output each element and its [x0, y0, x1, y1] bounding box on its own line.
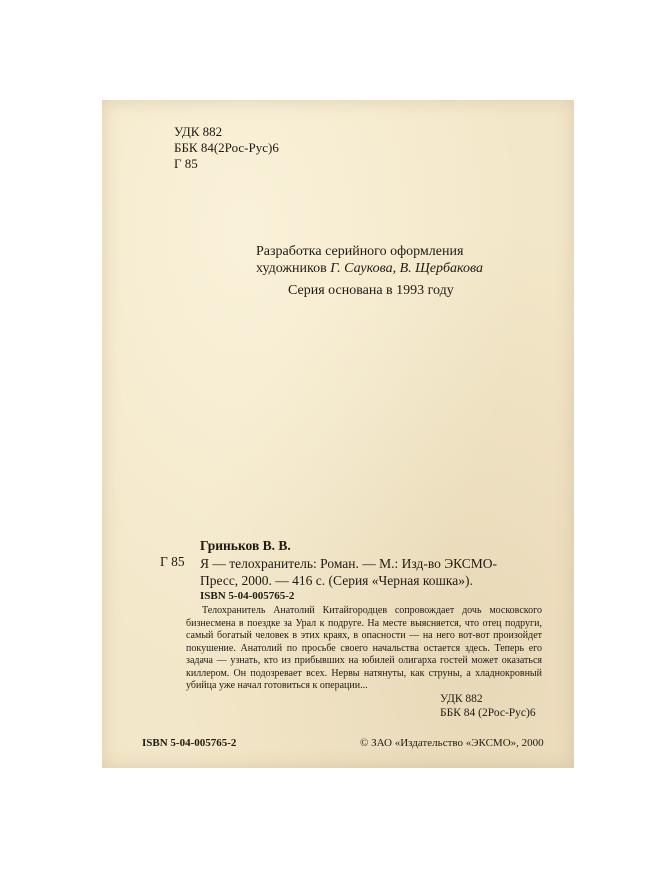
udk-code: УДК 882: [174, 124, 223, 139]
biblio-line-1: Я — телохранитель: Роман. — М.: Изд-во ЭКСМО-: [200, 556, 498, 571]
catalog-author: Гриньков В. В.: [200, 538, 291, 553]
author-sign: Г 85: [174, 156, 198, 171]
catalog-isbn: ISBN 5-04-005765-2: [200, 590, 295, 602]
catalog-author-sign: Г 85: [160, 554, 185, 569]
classification-codes: [174, 124, 279, 172]
footer-isbn: ISBN 5-04-005765-2: [142, 737, 237, 749]
series-founded-note: Серия основана в 1993 году: [288, 283, 454, 298]
book-annotation: Телохранитель Анатолий Китайгородцев сопровождает дочь московского бизнесмена в поездке за Урал к подруге. На месте выясняется, что отец подруги, самый богатый человек в этих краях, в опасности — на него вот-вот произойдет покушение. Анатолий по просьбе своего начальства остается здесь. Теперь его задача — узнать, кто из прибывших на юбилей олигарха гостей может оказаться киллером. Он подозревает всех. Нервы натянуты, как струны, а хладнокровный убийца уже начал готовиться к операции...: [186, 605, 542, 691]
footer-classification-codes: [440, 692, 536, 720]
biblio-line-2: Пресс, 2000. — 416 с. (Серия «Черная кошка»).: [200, 573, 473, 588]
copyright-notice: © ЗАО «Издательство «ЭКСМО», 2000: [360, 737, 544, 749]
book-page: [102, 100, 574, 768]
design-credit-line2: [256, 260, 483, 277]
design-credit-artists: Г. Саукова, В. Щербакова: [330, 261, 483, 276]
design-credit-prefix: художников: [256, 261, 327, 276]
bbk-code: ББК 84(2Рос-Рус)6: [174, 140, 279, 155]
design-credit-line1: Разработка серийного оформления: [256, 244, 464, 259]
catalog-bibliographic-description: [200, 555, 497, 589]
footer-udk-code: УДК 882: [440, 693, 483, 705]
footer-bbk-code: ББК 84 (2Рос-Рус)6: [440, 707, 536, 719]
series-design-credit: [256, 243, 483, 277]
